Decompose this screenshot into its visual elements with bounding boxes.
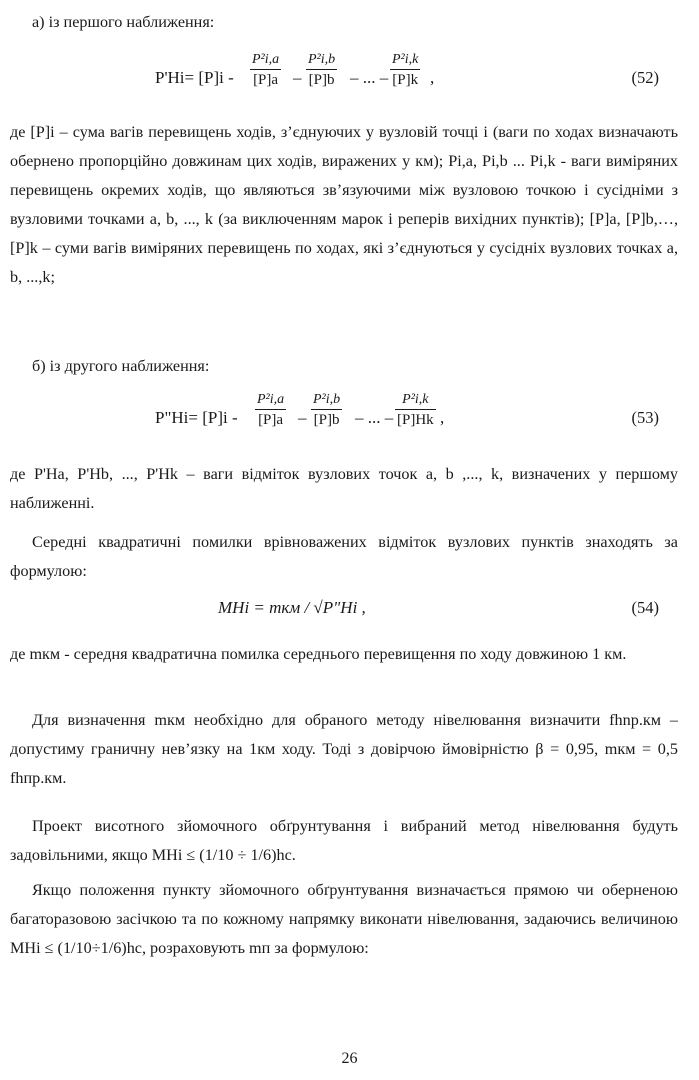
formula-52-term-a: P²i,a [P]a — [252, 52, 280, 88]
formula-53-term-b: P²i,b [P]b — [313, 392, 341, 428]
paragraph-mkm-definition: де mкм - середня квадратична помилка середнього перевищення по ходу довжиною 1 км. — [10, 645, 627, 663]
formula-54-expression: MHi = mкм / √P"Hi , — [218, 598, 366, 617]
equation-number-54: (54) — [631, 598, 659, 617]
formula-52-term-k: P²i,k [P]k — [392, 52, 419, 88]
formula-53-term-a: P²i,a [P]a — [257, 392, 285, 428]
item-a-heading: а) із першого наближення: — [32, 13, 215, 31]
formula-53-lhs: P"Hi= [P]i - — [155, 408, 238, 427]
page-number: 26 — [341, 1050, 358, 1067]
equation-number-52: (52) — [631, 68, 659, 87]
formula-53-term-k: P²i,k [P]Hk — [397, 392, 434, 428]
paragraph-rms-intro: Середні квадратичні помилки врівноважених відміток вузлових пунктів знаходять за формулою: — [10, 533, 678, 580]
paragraph-mkm-determination: Для визначення mкм необхідно для обраного методу нівелювання визначити fhnр.км – допустиму граничну нев’язку на 1км ходу. Тоді з довірчою ймовірністю β = 0,95, mкм = 0,5 fhпр.км. — [10, 711, 678, 787]
paragraph-weights-definition: де [Р]і – сума вагів перевищень ходів, з’єднуючих у вузловій точці і (ваги по ходах визначають обернено пропорційно довжинам цих ходів, виражених у км); Рі,а, Рі,b ... Рі,k - ваги виміряних перевищень окремих ходів, що являються зв’язуючими між вузловою точкою і сусідніми з вузловими точками а, b, ..., k (за виключенням марок і реперів вихідних пунктів); [Р]a, [Р]b,…,[Р]k – суми вагів виміряних перевищень по ходах, які з’єднуються у сусідніх вузлових точках а, b, ...,k; — [10, 123, 678, 286]
formula-53: P"Hi= [P]i - P²i,a [P]a – P²i,b [P]b – ... – P²i,k [P]Hk , (53) — [155, 392, 659, 428]
formula-52-ellipsis: – ... – — [350, 68, 389, 87]
formula-52: P'Hi= [P]i - P²i,a [P]a – P²i,b [P]b – ... – P²i,k [P]k , (52) — [155, 52, 659, 88]
item-b-heading: б) із другого наближення: — [32, 357, 210, 375]
formula-53-ellipsis: – ... – — [355, 408, 394, 427]
formula-52-lhs: P'Hi= [P]i - — [155, 68, 234, 87]
paragraph-node-weights: де Р'На, Р'Нb, ..., Р'Нk – ваги відміток вузлових точок а, b ,..., k, визначених у першому наближенні. — [10, 465, 678, 512]
formula-54 — [0, 592, 699, 632]
equation-number-53: (53) — [631, 408, 659, 427]
paragraph-resection-case: Якщо положення пункту зйомочного обґрунтування визначається прямою чи оберненою багаторазовою засічкою та по кожному напрямку виконати нівелювання, задаючись величиною МНі ≤ (1/10÷1/6)hс, розраховують mп за формулою: — [10, 881, 678, 957]
formula-52-term-b: P²i,b [P]b — [308, 52, 336, 88]
paragraph-project-criterion: Проект висотного зйомочного обґрунтування і вибраний метод нівелювання будуть задовільними, якщо МНі ≤ (1/10 ÷ 1/6)hс. — [10, 817, 678, 864]
